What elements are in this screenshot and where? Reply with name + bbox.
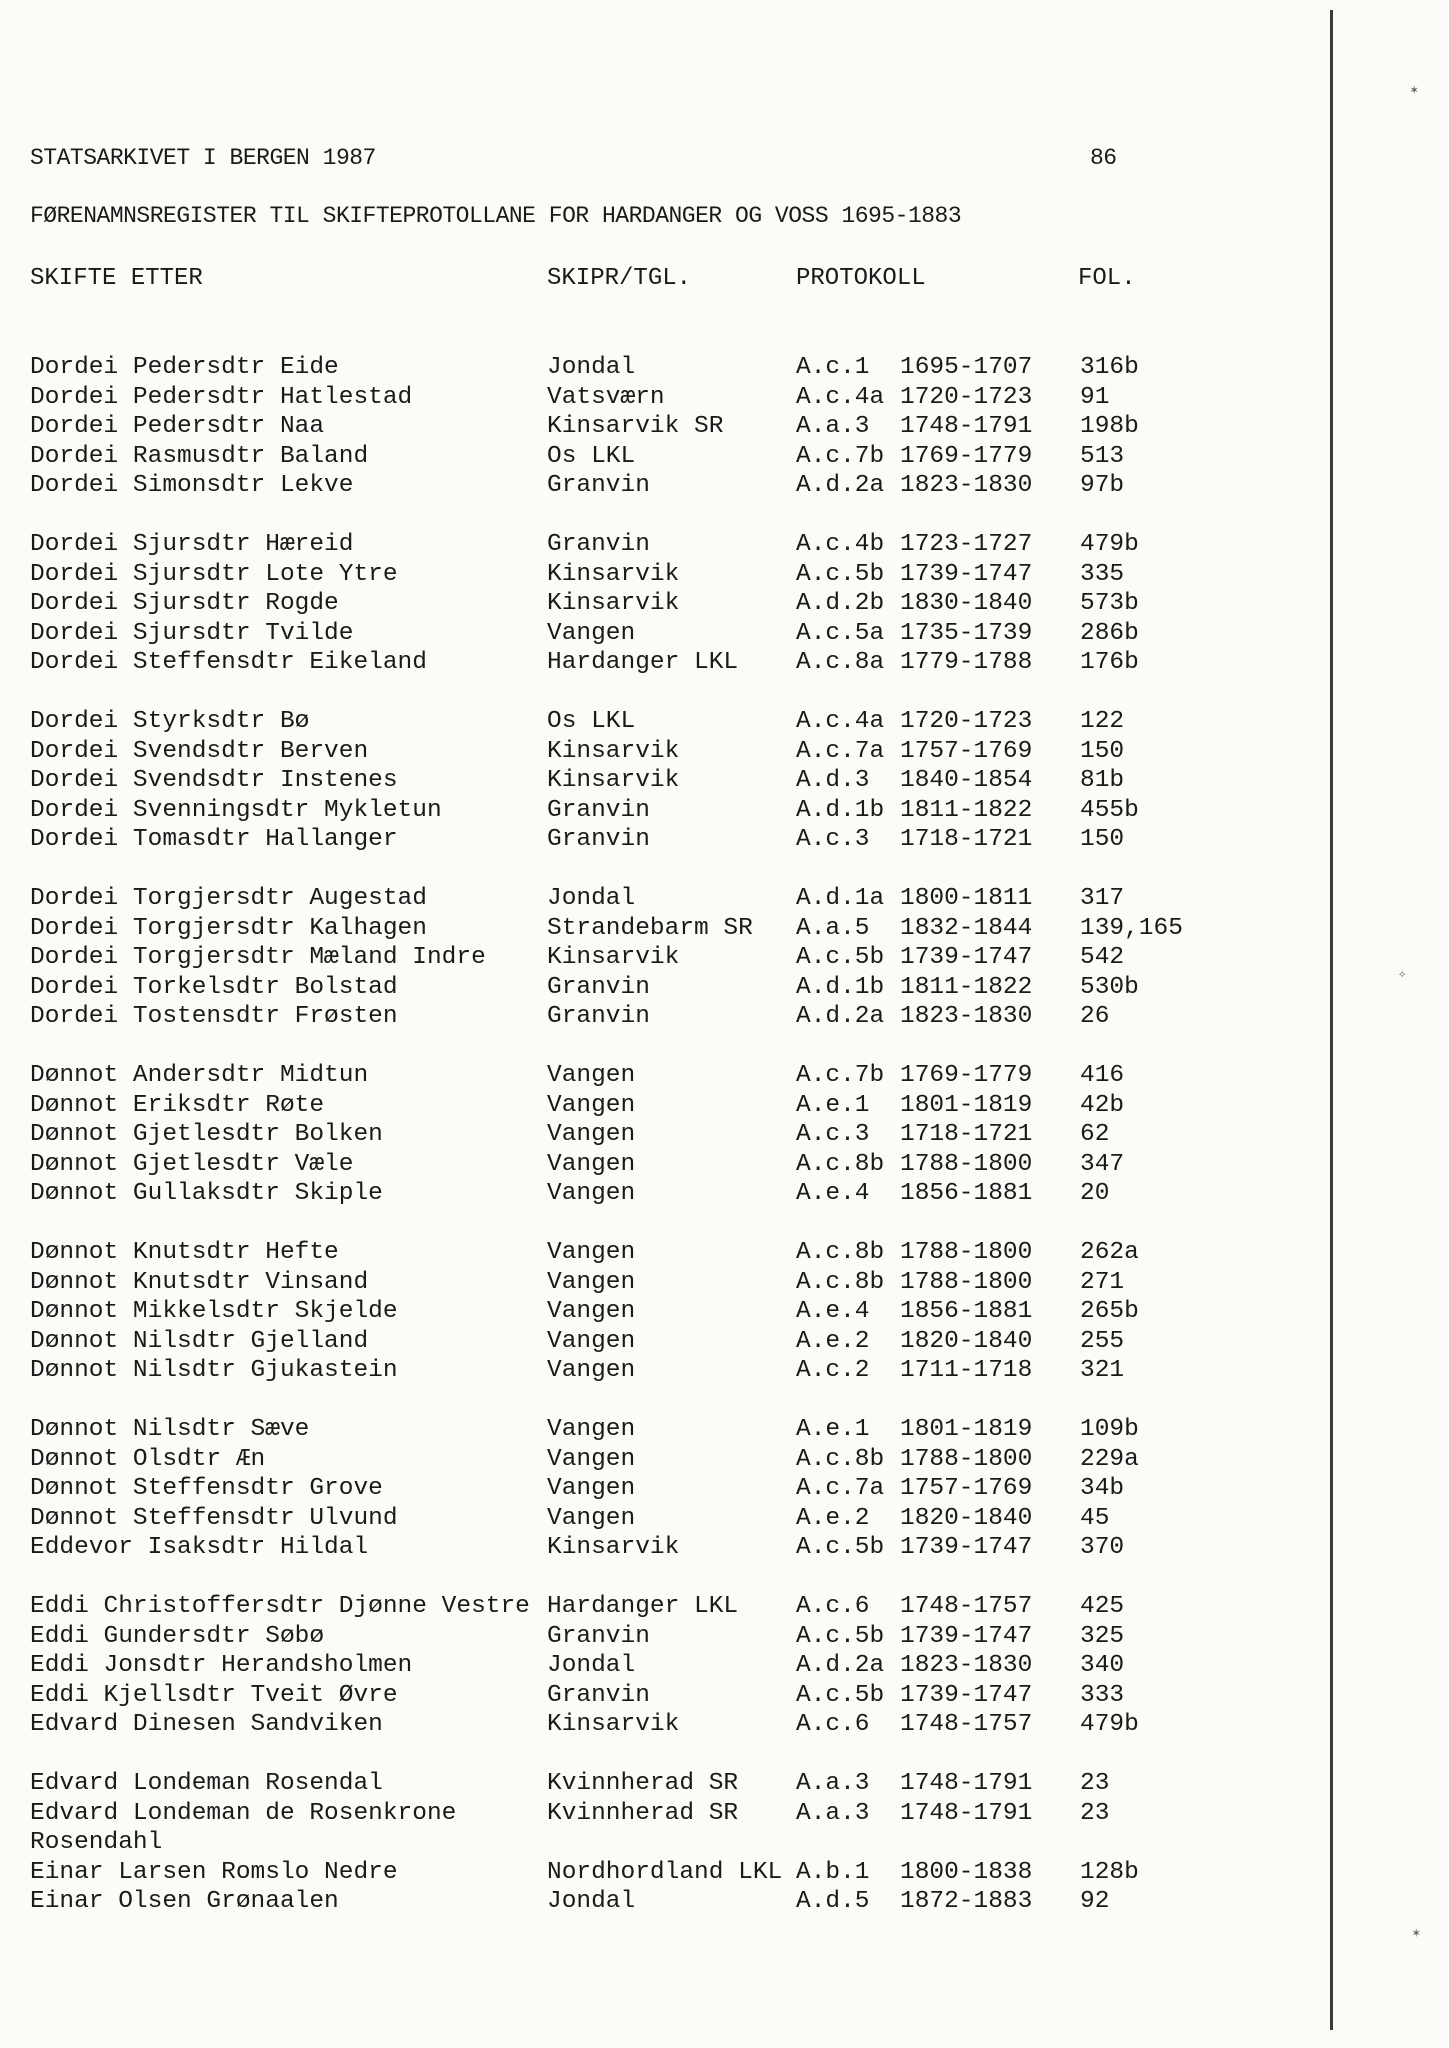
entry-years: 1748-1791 bbox=[900, 1799, 1033, 1827]
entry-protokoll: A.c.3 bbox=[796, 826, 870, 853]
entry-skipr: Granvin bbox=[547, 1681, 650, 1709]
entry-skipr: Vangen bbox=[547, 1445, 636, 1473]
entry-protokoll: A.c.7a bbox=[796, 1475, 885, 1502]
entry-protokoll: A.c.3 bbox=[796, 1121, 870, 1148]
entry-protokoll: A.e.2 bbox=[796, 1504, 870, 1532]
entry-skipr: Kinsarvik bbox=[547, 560, 680, 588]
entry-years: 1823-1830 bbox=[900, 1003, 1033, 1030]
entry-years: 1723-1727 bbox=[900, 531, 1033, 558]
entry-skipr: Vangen bbox=[547, 1062, 636, 1089]
table-row bbox=[0, 1593, 1300, 1622]
entry-fol: 479b bbox=[1080, 1711, 1139, 1738]
table-row bbox=[0, 1711, 1300, 1740]
entry-skipr: Kvinnherad SR bbox=[547, 1799, 739, 1827]
entry-name: Eddi Christoffersdtr Djønne Vestre bbox=[30, 1593, 530, 1620]
entry-skipr: Vatsværn bbox=[547, 383, 665, 411]
entry-skipr: Hardanger LKL bbox=[547, 649, 739, 676]
table-row bbox=[0, 1416, 1300, 1445]
entry-fol: 150 bbox=[1080, 826, 1125, 853]
entry-protokoll: A.c.6 bbox=[796, 1593, 870, 1620]
entry-skipr: Granvin bbox=[547, 796, 650, 824]
table-row bbox=[0, 1888, 1300, 1917]
entry-protokoll: A.e.2 bbox=[796, 1327, 870, 1355]
entry-name: Dordei Svendsdtr Instenes bbox=[30, 767, 398, 794]
table-row bbox=[0, 1800, 1300, 1829]
table-row bbox=[0, 1269, 1300, 1298]
entry-skipr: Strandebarm SR bbox=[547, 914, 753, 942]
entry-skipr: Granvin bbox=[547, 472, 650, 499]
entry-protokoll: A.d.2a bbox=[796, 472, 885, 499]
entry-name: Dønnot Mikkelsdtr Skjelde bbox=[30, 1298, 398, 1325]
entry-fol: 23 bbox=[1080, 1799, 1110, 1827]
entry-name: Dønnot Nilsdtr Sæve bbox=[30, 1416, 310, 1443]
entry-protokoll: A.c.8b bbox=[796, 1239, 885, 1266]
entry-years: 1739-1747 bbox=[900, 1622, 1033, 1650]
entry-fol: 347 bbox=[1080, 1150, 1125, 1178]
entry-protokoll: A.a.3 bbox=[796, 1770, 870, 1797]
entry-skipr: Kinsarvik SR bbox=[547, 413, 724, 440]
entry-fol: 139,165 bbox=[1080, 914, 1183, 942]
entry-years: 1811-1822 bbox=[900, 973, 1033, 1001]
entry-years: 1769-1779 bbox=[900, 442, 1033, 470]
entry-fol: 321 bbox=[1080, 1357, 1125, 1384]
table-row bbox=[0, 1770, 1300, 1799]
entry-name: Eddevor Isaksdtr Hildal bbox=[30, 1534, 369, 1561]
entry-years: 1800-1838 bbox=[900, 1858, 1033, 1886]
entry-years: 1718-1721 bbox=[900, 1121, 1033, 1148]
entry-name: Dordei Torgjersdtr Augestad bbox=[30, 885, 427, 912]
entry-years: 1832-1844 bbox=[900, 914, 1033, 942]
entry-years: 1840-1854 bbox=[900, 767, 1033, 794]
entry-skipr: Vangen bbox=[547, 1475, 636, 1502]
entry-name: Dønnot Nilsdtr Gjukastein bbox=[30, 1357, 398, 1384]
entry-protokoll: A.c.4a bbox=[796, 708, 885, 735]
table-row bbox=[0, 1623, 1300, 1652]
entry-fol: 573b bbox=[1080, 590, 1139, 617]
entry-name: Dønnot Nilsdtr Gjelland bbox=[30, 1327, 369, 1355]
table-row bbox=[0, 1298, 1300, 1327]
entry-skipr: Vangen bbox=[547, 1268, 636, 1296]
entry-fol: 455b bbox=[1080, 796, 1139, 824]
entry-fol: 109b bbox=[1080, 1416, 1139, 1443]
entry-name: Dønnot Olsdtr Æn bbox=[30, 1445, 266, 1473]
entry-skipr: Kinsarvik bbox=[547, 1534, 680, 1561]
entry-years: 1711-1718 bbox=[900, 1357, 1033, 1384]
page-number: 86 bbox=[1090, 145, 1117, 171]
entry-protokoll: A.c.7b bbox=[796, 442, 885, 470]
entry-name: Dordei Rasmusdtr Baland bbox=[30, 442, 369, 470]
entry-years: 1801-1819 bbox=[900, 1416, 1033, 1443]
entry-name: Dønnot Gjetlesdtr Bolken bbox=[30, 1121, 383, 1148]
entry-protokoll: A.c.1 bbox=[796, 354, 870, 381]
table-row bbox=[0, 885, 1300, 914]
entry-fol: 128b bbox=[1080, 1858, 1139, 1886]
entry-protokoll: A.c.8b bbox=[796, 1268, 885, 1296]
entry-name: Dordei Torgjersdtr Mæland Indre bbox=[30, 944, 486, 971]
entry-fol: 265b bbox=[1080, 1298, 1139, 1325]
entry-protokoll: A.c.5b bbox=[796, 1534, 885, 1561]
entry-fol: 317 bbox=[1080, 885, 1125, 912]
entry-years: 1823-1830 bbox=[900, 472, 1033, 499]
entry-skipr: Jondal bbox=[547, 1652, 636, 1679]
entry-years: 1800-1811 bbox=[900, 885, 1033, 912]
entry-skipr: Hardanger LKL bbox=[547, 1593, 739, 1620]
entry-skipr: Kvinnherad SR bbox=[547, 1770, 739, 1797]
entry-name: Dordei Sjursdtr Rogde bbox=[30, 590, 339, 617]
entry-years: 1779-1788 bbox=[900, 649, 1033, 676]
entry-protokoll: A.c.8b bbox=[796, 1445, 885, 1473]
table-row bbox=[0, 561, 1300, 590]
table-row bbox=[0, 708, 1300, 737]
archive-header: STATSARKIVET I BERGEN 1987 bbox=[30, 145, 376, 171]
table-row bbox=[0, 354, 1300, 383]
entry-years: 1820-1840 bbox=[900, 1504, 1033, 1532]
entry-protokoll: A.d.2a bbox=[796, 1003, 885, 1030]
entry-skipr: Os LKL bbox=[547, 442, 636, 470]
entry-name: Dordei Torgjersdtr Kalhagen bbox=[30, 914, 427, 942]
entry-skipr: Kinsarvik bbox=[547, 767, 680, 794]
entry-name: Dønnot Gullaksdtr Skiple bbox=[30, 1180, 383, 1207]
entry-name: Edvard Londeman de Rosenkrone bbox=[30, 1799, 457, 1827]
entry-fol: 479b bbox=[1080, 531, 1139, 558]
entry-skipr: Vangen bbox=[547, 1150, 636, 1178]
entry-fol: 176b bbox=[1080, 649, 1139, 676]
entry-fol: 316b bbox=[1080, 354, 1139, 381]
entry-name: Dordei Svenningsdtr Mykletun bbox=[30, 796, 442, 824]
entry-protokoll: A.e.1 bbox=[796, 1091, 870, 1119]
table-row bbox=[0, 1062, 1300, 1091]
entry-name: Dordei Pedersdtr Hatlestad bbox=[30, 383, 413, 411]
entry-fol: 34b bbox=[1080, 1475, 1125, 1502]
entry-fol: 333 bbox=[1080, 1681, 1125, 1709]
table-row bbox=[0, 590, 1300, 619]
table-row bbox=[0, 384, 1300, 413]
entry-name: Dordei Sjursdtr Hæreid bbox=[30, 531, 354, 558]
entry-skipr: Kinsarvik bbox=[547, 944, 680, 971]
table-row bbox=[0, 1357, 1300, 1386]
table-row bbox=[0, 738, 1300, 767]
entry-fol: 23 bbox=[1080, 1770, 1110, 1797]
entry-fol: 92 bbox=[1080, 1888, 1110, 1915]
entry-skipr: Vangen bbox=[547, 1180, 636, 1207]
entry-protokoll: A.d.1a bbox=[796, 885, 885, 912]
table-row bbox=[0, 1121, 1300, 1150]
table-row bbox=[0, 1859, 1300, 1888]
table-row bbox=[0, 1446, 1300, 1475]
entry-skipr: Vangen bbox=[547, 1091, 636, 1119]
entry-name: Dordei Simonsdtr Lekve bbox=[30, 472, 354, 499]
entry-protokoll: A.c.5b bbox=[796, 944, 885, 971]
entry-name: Dønnot Steffensdtr Grove bbox=[30, 1475, 383, 1502]
table-row bbox=[0, 1829, 1300, 1858]
entry-name: Edvard Londeman Rosendal bbox=[30, 1770, 383, 1797]
entry-protokoll: A.c.7b bbox=[796, 1062, 885, 1089]
entry-name: Dordei Styrksdtr Bø bbox=[30, 708, 310, 735]
entry-name: Dordei Svendsdtr Berven bbox=[30, 737, 369, 765]
entry-fol: 81b bbox=[1080, 767, 1125, 794]
table-row bbox=[0, 1180, 1300, 1209]
entry-years: 1811-1822 bbox=[900, 796, 1033, 824]
entry-years: 1695-1707 bbox=[900, 354, 1033, 381]
entry-fol: 122 bbox=[1080, 708, 1125, 735]
entry-protokoll: A.c.7a bbox=[796, 737, 885, 765]
table-row bbox=[0, 443, 1300, 472]
entry-name: Dordei Sjursdtr Lote Ytre bbox=[30, 560, 398, 588]
entry-skipr: Vangen bbox=[547, 1327, 636, 1355]
entry-name: Dordei Steffensdtr Eikeland bbox=[30, 649, 427, 676]
entry-protokoll: A.d.1b bbox=[796, 973, 885, 1001]
entry-fol: 335 bbox=[1080, 560, 1125, 588]
entry-protokoll: A.d.1b bbox=[796, 796, 885, 824]
entry-skipr: Vangen bbox=[547, 1121, 636, 1148]
entry-name: Dønnot Knutsdtr Vinsand bbox=[30, 1268, 369, 1296]
entry-years: 1788-1800 bbox=[900, 1150, 1033, 1178]
entry-years: 1748-1757 bbox=[900, 1593, 1033, 1620]
table-row bbox=[0, 531, 1300, 560]
entry-fol: 286b bbox=[1080, 619, 1139, 647]
entry-protokoll: A.b.1 bbox=[796, 1858, 870, 1886]
entry-protokoll: A.c.5b bbox=[796, 1622, 885, 1650]
entry-protokoll: A.c.6 bbox=[796, 1711, 870, 1738]
table-row bbox=[0, 620, 1300, 649]
entry-years: 1788-1800 bbox=[900, 1239, 1033, 1266]
entry-name: Dordei Pedersdtr Naa bbox=[30, 413, 325, 440]
entry-protokoll: A.c.4b bbox=[796, 531, 885, 558]
entry-name: Eddi Kjellsdtr Tveit Øvre bbox=[30, 1681, 398, 1709]
entry-name: Dordei Tostensdtr Frøsten bbox=[30, 1003, 398, 1030]
entry-skipr: Os LKL bbox=[547, 708, 636, 735]
column-header-fol: FOL. bbox=[1078, 265, 1136, 292]
entry-years: 1748-1791 bbox=[900, 1770, 1033, 1797]
table-row bbox=[0, 1652, 1300, 1681]
table-row bbox=[0, 1534, 1300, 1563]
scan-speck: ✶ bbox=[1410, 83, 1419, 99]
entry-years: 1820-1840 bbox=[900, 1327, 1033, 1355]
entry-fol: 530b bbox=[1080, 973, 1139, 1001]
entry-skipr: Vangen bbox=[547, 1357, 636, 1384]
entry-name: Eddi Gundersdtr Søbø bbox=[30, 1622, 325, 1650]
entry-protokoll: A.c.5b bbox=[796, 560, 885, 588]
entry-years: 1748-1791 bbox=[900, 413, 1033, 440]
entry-protokoll: A.d.3 bbox=[796, 767, 870, 794]
entry-skipr: Jondal bbox=[547, 354, 636, 381]
page-edge-rule bbox=[1330, 10, 1333, 2030]
table-row bbox=[0, 974, 1300, 1003]
entry-name: Dønnot Eriksdtr Røte bbox=[30, 1091, 325, 1119]
entry-fol: 26 bbox=[1080, 1003, 1110, 1030]
entry-name: Dordei Sjursdtr Tvilde bbox=[30, 619, 354, 647]
entry-years: 1757-1769 bbox=[900, 1475, 1033, 1502]
entry-years: 1872-1883 bbox=[900, 1888, 1033, 1915]
entry-years: 1720-1723 bbox=[900, 383, 1033, 411]
column-header-skipr: SKIPR/TGL. bbox=[547, 265, 692, 292]
entry-years: 1718-1721 bbox=[900, 826, 1033, 853]
entry-protokoll: A.c.4a bbox=[796, 383, 885, 411]
entry-skipr: Vangen bbox=[547, 1239, 636, 1266]
entry-protokoll: A.e.4 bbox=[796, 1180, 870, 1207]
table-row bbox=[0, 1239, 1300, 1268]
table-row bbox=[0, 472, 1300, 501]
entry-skipr: Jondal bbox=[547, 1888, 636, 1915]
entry-skipr: Vangen bbox=[547, 619, 636, 647]
entry-skipr: Granvin bbox=[547, 973, 650, 1001]
table-row bbox=[0, 649, 1300, 678]
table-row bbox=[0, 1092, 1300, 1121]
entry-fol: 262a bbox=[1080, 1239, 1139, 1266]
entry-years: 1735-1739 bbox=[900, 619, 1033, 647]
entry-skipr: Kinsarvik bbox=[547, 590, 680, 617]
entry-protokoll: A.e.1 bbox=[796, 1416, 870, 1443]
entry-name: Rosendahl bbox=[30, 1829, 163, 1856]
entry-fol: 370 bbox=[1080, 1534, 1125, 1561]
entry-protokoll: A.d.2b bbox=[796, 590, 885, 617]
entry-years: 1739-1747 bbox=[900, 560, 1033, 588]
entry-years: 1856-1881 bbox=[900, 1180, 1033, 1207]
table-row bbox=[0, 915, 1300, 944]
scan-speck: ✶ bbox=[1412, 1926, 1421, 1942]
entry-name: Dordei Pedersdtr Eide bbox=[30, 354, 339, 381]
entry-protokoll: A.d.5 bbox=[796, 1888, 870, 1915]
column-header-protokoll: PROTOKOLL bbox=[796, 265, 926, 292]
entry-protokoll: A.a.3 bbox=[796, 1799, 870, 1827]
entry-protokoll: A.d.2a bbox=[796, 1652, 885, 1679]
entry-years: 1788-1800 bbox=[900, 1268, 1033, 1296]
entry-name: Dønnot Steffensdtr Ulvund bbox=[30, 1504, 398, 1532]
entry-skipr: Vangen bbox=[547, 1416, 636, 1443]
entry-skipr: Jondal bbox=[547, 885, 636, 912]
entry-protokoll: A.e.4 bbox=[796, 1298, 870, 1325]
entry-protokoll: A.c.5a bbox=[796, 619, 885, 647]
table-row bbox=[0, 826, 1300, 855]
entry-years: 1739-1747 bbox=[900, 944, 1033, 971]
entry-skipr: Granvin bbox=[547, 1003, 650, 1030]
entry-skipr: Granvin bbox=[547, 1622, 650, 1650]
entry-fol: 150 bbox=[1080, 737, 1125, 765]
entry-name: Dordei Tomasdtr Hallanger bbox=[30, 826, 398, 853]
entry-protokoll: A.c.2 bbox=[796, 1357, 870, 1384]
entry-skipr: Nordhordland LKL bbox=[547, 1858, 783, 1886]
table-row bbox=[0, 1505, 1300, 1534]
entry-fol: 62 bbox=[1080, 1121, 1110, 1148]
entry-fol: 45 bbox=[1080, 1504, 1110, 1532]
entry-years: 1830-1840 bbox=[900, 590, 1033, 617]
entry-years: 1769-1779 bbox=[900, 1062, 1033, 1089]
entry-fol: 325 bbox=[1080, 1622, 1125, 1650]
entry-fol: 542 bbox=[1080, 944, 1125, 971]
entry-years: 1757-1769 bbox=[900, 737, 1033, 765]
table-row bbox=[0, 1328, 1300, 1357]
entry-skipr: Kinsarvik bbox=[547, 737, 680, 765]
table-row bbox=[0, 1682, 1300, 1711]
entry-fol: 198b bbox=[1080, 413, 1139, 440]
entry-skipr: Granvin bbox=[547, 531, 650, 558]
entry-fol: 425 bbox=[1080, 1593, 1125, 1620]
entry-skipr: Kinsarvik bbox=[547, 1711, 680, 1738]
entry-fol: 91 bbox=[1080, 383, 1110, 411]
entry-skipr: Vangen bbox=[547, 1298, 636, 1325]
entry-name: Einar Larsen Romslo Nedre bbox=[30, 1858, 398, 1886]
entry-protokoll: A.c.8a bbox=[796, 649, 885, 676]
entry-fol: 271 bbox=[1080, 1268, 1125, 1296]
entry-fol: 416 bbox=[1080, 1062, 1125, 1089]
entry-fol: 20 bbox=[1080, 1180, 1110, 1207]
entry-protokoll: A.c.8b bbox=[796, 1150, 885, 1178]
entry-fol: 42b bbox=[1080, 1091, 1125, 1119]
entry-fol: 255 bbox=[1080, 1327, 1125, 1355]
entry-years: 1748-1757 bbox=[900, 1711, 1033, 1738]
entry-years: 1739-1747 bbox=[900, 1681, 1033, 1709]
entry-protokoll: A.a.5 bbox=[796, 914, 870, 942]
entry-name: Dønnot Knutsdtr Hefte bbox=[30, 1239, 339, 1266]
entry-skipr: Vangen bbox=[547, 1504, 636, 1532]
entry-years: 1856-1881 bbox=[900, 1298, 1033, 1325]
table-row bbox=[0, 413, 1300, 442]
table-row bbox=[0, 1151, 1300, 1180]
scan-speck: ✧ bbox=[1398, 967, 1407, 983]
entry-years: 1788-1800 bbox=[900, 1445, 1033, 1473]
entry-fol: 229a bbox=[1080, 1445, 1139, 1473]
entry-skipr: Granvin bbox=[547, 826, 650, 853]
entry-years: 1823-1830 bbox=[900, 1652, 1033, 1679]
register-title: FØRENAMNSREGISTER TIL SKIFTEPROTOLLANE FOR HARDANGER OG VOSS 1695-1883 bbox=[30, 203, 962, 229]
entry-name: Einar Olsen Grønaalen bbox=[30, 1888, 339, 1915]
entry-name: Dønnot Gjetlesdtr Væle bbox=[30, 1150, 354, 1178]
entry-years: 1801-1819 bbox=[900, 1091, 1033, 1119]
entry-name: Dønnot Andersdtr Midtun bbox=[30, 1062, 369, 1089]
table-row bbox=[0, 797, 1300, 826]
table-row bbox=[0, 1475, 1300, 1504]
entry-name: Eddi Jonsdtr Herandsholmen bbox=[30, 1652, 413, 1679]
entry-name: Edvard Dinesen Sandviken bbox=[30, 1711, 383, 1738]
table-row bbox=[0, 767, 1300, 796]
entry-years: 1739-1747 bbox=[900, 1534, 1033, 1561]
table-row bbox=[0, 1003, 1300, 1032]
entry-protokoll: A.a.3 bbox=[796, 413, 870, 440]
entry-years: 1720-1723 bbox=[900, 708, 1033, 735]
entry-protokoll: A.c.5b bbox=[796, 1681, 885, 1709]
entry-fol: 97b bbox=[1080, 472, 1125, 499]
column-header-skifte-etter: SKIFTE ETTER bbox=[30, 265, 203, 292]
table-row bbox=[0, 944, 1300, 973]
entry-fol: 513 bbox=[1080, 442, 1125, 470]
entry-fol: 340 bbox=[1080, 1652, 1125, 1679]
entry-name: Dordei Torkelsdtr Bolstad bbox=[30, 973, 398, 1001]
